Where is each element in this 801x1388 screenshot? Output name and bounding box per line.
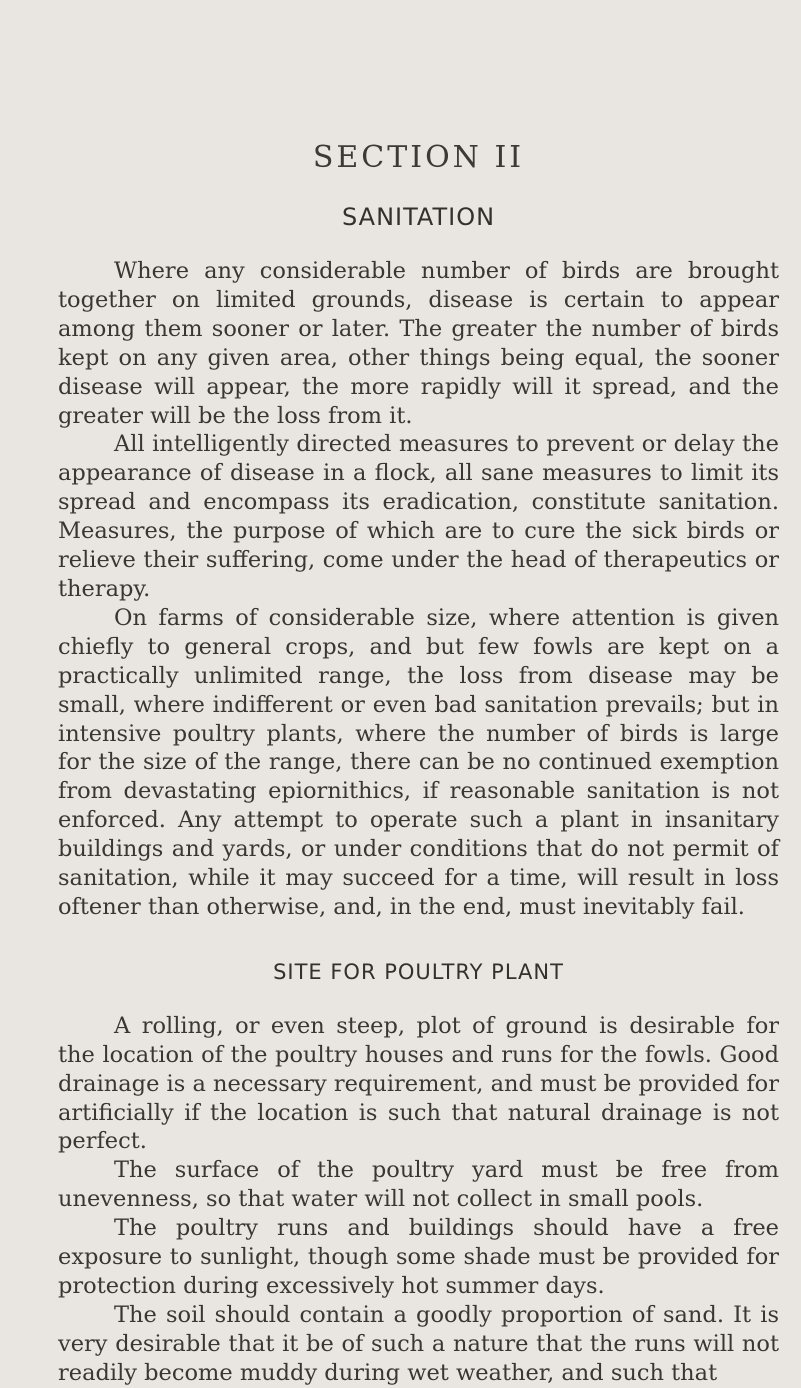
paragraph: Where any considerable number of birds are brought together on limited grounds, disease is certain to appear among them sooner or later. The greater the number of birds kept on any given area, other things being equal, the sooner disease will appear, the more rapidly will it spread, and the greater will be the loss from it. [58,258,779,429]
paragraph: The soil should contain a goodly proportion of sand. It is very desirable that it be of such a nature that the runs will not readily become muddy during wet weather, and such that [58,1301,779,1386]
paragraph: A rolling, or even steep, plot of ground is desirable for the location of the poultry houses and runs for the fowls. Good drainage is a necessary requirement, and must be provided for artificially if the location is such that natural drainage is not perfect. [58,1012,779,1155]
section-title: SANITATION [341,203,496,231]
paragraph: On farms of considerable size, where attention is given chiefly to general crops, and but few fowls are kept on a practically unlimited range, the loss from disease may be small, where indifferent or even bad sanitation prevails; but in intensive poultry plants, where the number of birds is large for the size of the range, there can be no continued exemption from devastating epiornithics, if reasonable sanitation is not enforced. Any attempt to operate such a plant in insanitary buildings and yards, or under conditions that do not permit of sanitation, while it may succeed for a time, will result in loss oftener than otherwise, and, in the end, must inevitably fail. [58,604,779,920]
paragraph: All intelligently directed measures to prevent or delay the appearance of disease in a flock, all sane measures to limit its spread and encompass its eradication, constitute sanitation. Measures, the purpose of which are to cure the sick birds or relieve their suffering, come under the head of therapeutics or therapy. [58,431,779,602]
paragraph: The poultry runs and buildings should have a free exposure to sunlight, though some shade must be provided for protection during excessively hot summer days. [58,1215,779,1299]
section-number: SECTION II [312,140,525,175]
paragraph: The surface of the poultry yard must be free from unevenness, so that water will not collect in small pools. [58,1157,779,1213]
subheading-site: SITE FOR POULTRY PLANT [273,959,564,984]
